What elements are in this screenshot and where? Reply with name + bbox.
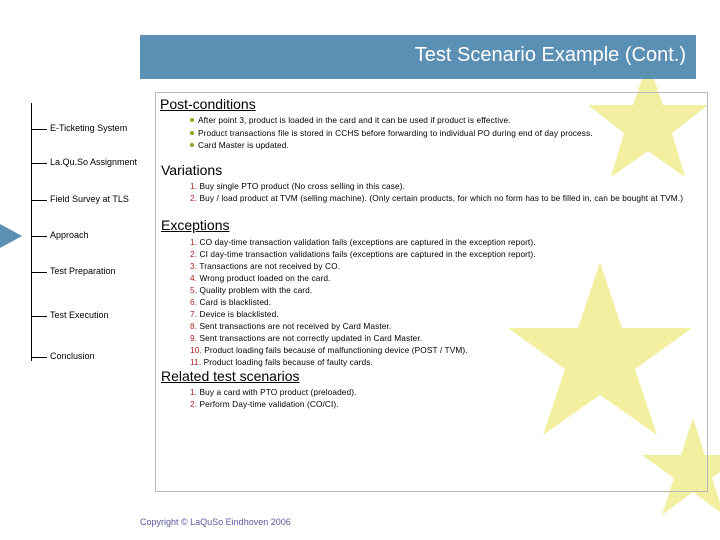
slide-title: Test Scenario Example (Cont.) [414,44,686,66]
list-item: 3. Transactions are not received by CO. [190,261,341,271]
exceptions-heading: Exceptions [161,217,230,233]
list-item: Product transactions file is stored in CCHS before forwarding to individual PO during end of day process. [190,127,593,140]
nav-label: Test Execution [50,310,109,320]
list-item: After point 3, product is loaded in the card and it can be used if product is effective. [190,114,593,127]
bullet-icon [190,118,194,122]
nav-timeline [31,103,32,361]
list-item: 10. Product loading fails because of malfunctioning device (POST / TVM). [190,345,468,355]
nav-label: La.Qu.So Assignment [50,157,138,167]
slide-header [140,35,696,79]
nav-label: Field Survey at TLS [50,194,129,204]
bullet-icon [190,131,194,135]
list-item: 2. CI day-time transaction validations fails (exceptions are captured in the exception report). [190,249,536,259]
list-item: 5. Quality problem with the card. [190,285,313,295]
variations-list [190,180,690,204]
list-item: 1. Buy a card with PTO product (preloaded). [190,387,357,397]
related-scenarios-heading: Related test scenarios [161,368,300,384]
nav-label: Test Preparation [50,266,116,276]
nav-label: Approach [50,230,89,240]
variations-heading: Variations [161,162,223,178]
copyright-footer: Copyright © LaQuSo Eindhoven 2006 [140,517,291,527]
list-item: 1. CO day-time transaction validation fails (exceptions are captured in the exception report). [190,237,536,247]
post-conditions-heading: Post-conditions [160,96,256,112]
list-item: 2. Buy / load product at TVM (selling machine). (Only certain products, for which no form has to be filled in, can be bought at TVM.) [190,193,684,203]
list-item: 7. Device is blacklisted. [190,309,279,319]
exceptions-list [190,236,536,368]
list-item: 1. Buy single PTO product (No cross selling in this case). [190,181,406,191]
list-item: Card Master is updated. [190,139,593,152]
list-item: 9. Sent transactions are not correctly updated in Card Master. [190,333,423,343]
list-item: 2. Perform Day-time validation (CO/CI). [190,399,339,409]
nav-label: Conclusion [50,351,95,361]
nav-label: E-Ticketing System [50,123,128,133]
post-conditions-list [190,114,593,152]
list-item: 6. Card is blacklisted. [190,297,272,307]
current-section-arrow-icon [0,224,22,248]
list-item: 8. Sent transactions are not received by Card Master. [190,321,392,331]
list-item: 4. Wrong product loaded on the card. [190,273,331,283]
related-scenarios-list [190,386,357,410]
list-item: 11. Product loading fails because of faulty cards. [190,357,373,367]
bullet-icon [190,143,194,147]
